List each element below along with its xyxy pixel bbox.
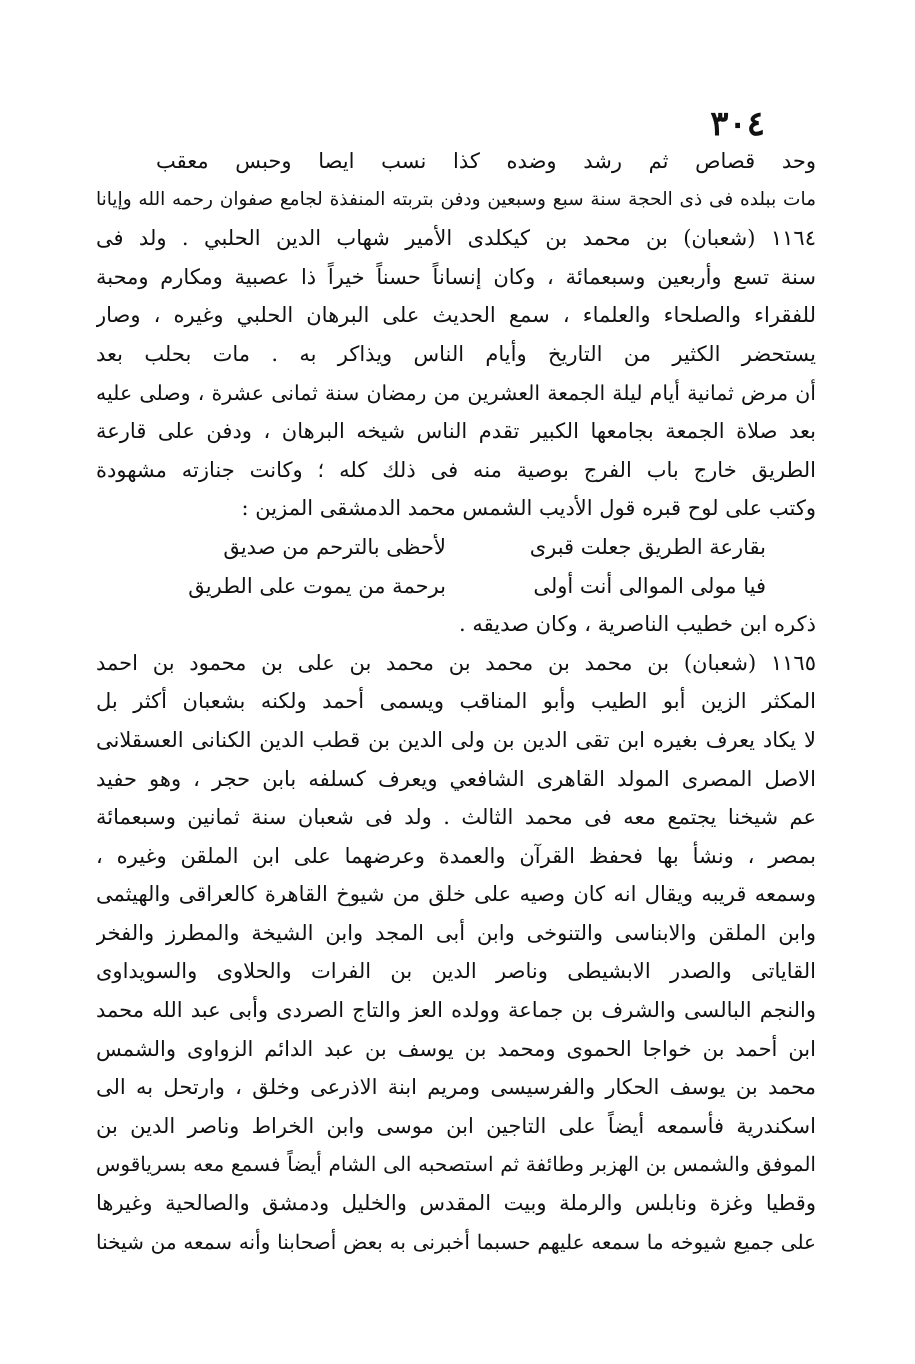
page-number: ٣٠٤ bbox=[710, 104, 765, 144]
text-line: بمصر ، ونشأ بها فحفظ القرآن والعمدة وعرضهما على ابن الملقن وغيره ، bbox=[96, 843, 816, 868]
verse-second-hemistich: لأحظى بالترحم من صديق bbox=[223, 534, 446, 559]
text-line: محمد بن يوسف الحكار والفرسيسى ومريم ابنة الاذرعى وخلق ، وارتحل به الى bbox=[96, 1075, 816, 1100]
text-line: القاياتى والصدر الابشيطى وناصر الدين بن الفرات والحلاوى والسويداوى bbox=[96, 959, 816, 984]
text-line: بعد صلاة الجمعة بجامعها الكبير تقدم الناس شيخه البرهان ، ودفن على قارعة bbox=[96, 419, 816, 444]
text-line: للفقراء والصلحاء والعلماء ، سمع الحديث على البرهان الحلبي وغيره ، وصار bbox=[96, 303, 816, 328]
text-line: ١١٦٤ (شعبان) بن محمد بن كيكلدى الأمير شهاب الدين الحلبي . ولد فى bbox=[96, 226, 816, 251]
text-line: الطريق خارج باب الفرج بوصية منه فى ذلك كله ؛ وكانت جنازته مشهودة bbox=[96, 457, 816, 482]
verse-second-hemistich: برحمة من يموت على الطريق bbox=[188, 573, 446, 598]
text-line: ذكره ابن خطيب الناصرية ، وكان صديقه . bbox=[459, 612, 816, 637]
text-line: يستحضر الكثير من التاريخ وأيام الناس ويذاكر به . مات بحلب بعد bbox=[96, 341, 816, 366]
text-line: وكتب على لوح قبره قول الأديب الشمس محمد الدمشقى المزين : bbox=[241, 496, 816, 521]
text-line: أن مرض ثمانية أيام ليلة الجمعة العشرين من رمضان سنة ثمانى عشرة ، وصلى عليه bbox=[96, 380, 816, 405]
text-line: المكثر الزين أبو الطيب وأبو المناقب ويسمى أحمد ولكنه بشعبان أكثر بل bbox=[96, 689, 816, 714]
text-line: وسمعه قريبه ويقال انه كان وصيه على خلق من شيوخ القاهرة كالعراقى والهيثمى bbox=[96, 882, 816, 907]
body-text bbox=[96, 142, 816, 1261]
text-line: عم شيخنا يجتمع معه فى محمد الثالث . ولد فى شعبان سنة ثمانين وسبعمائة bbox=[96, 805, 816, 830]
text-line: لا يكاد يعرف بغيره ابن تقى الدين بن ولى الدين بن قطب الدين الكنانى العسقلانى bbox=[96, 727, 816, 752]
text-line: على جميع شيوخه ما سمعه عليهم حسبما أخبرنى به بعض أصحابنا وأنه سمعه من شيخنا bbox=[96, 1229, 816, 1254]
text-line: سنة تسع وأربعين وسبعمائة ، وكان إنساناً حسناً خيراً ذا عصبية ومكارم ومحبة bbox=[96, 264, 816, 289]
poem-verse bbox=[96, 528, 816, 567]
text-line: الموفق والشمس بن الهزبر وطائفة ثم استصحبه الى الشام أيضاً فسمع معه بسرياقوس bbox=[96, 1152, 816, 1177]
text-line: وابن الملقن والابناسى والتنوخى وابن أبى المجد وابن الشيخة والمطرز والفخر bbox=[96, 920, 816, 945]
text-line: الاصل المصرى المولد القاهرى الشافعي ويعرف كسلفه بابن حجر ، وهو حفيد bbox=[96, 766, 816, 791]
text-line: وقطيا وغزة ونابلس والرملة وبيت المقدس والخليل ودمشق والصالحية وغيرها bbox=[96, 1191, 816, 1216]
text-line: وحد قصاص ثم رشد وضده كذا نسب ايصا وحبس معقب bbox=[156, 149, 816, 173]
text-line: والنجم البالسى والشرف بن جماعة وولده العز والتاج الصردى وأبى عبد الله محمد bbox=[96, 998, 816, 1023]
poem-verse bbox=[96, 567, 816, 606]
verse-first-hemistich: فيا مولى الموالى أنت أولى bbox=[533, 573, 766, 598]
text-line: ابن أحمد بن خواجا الحموى ومحمد بن يوسف بن عبد الدائم الزواوى والشمس bbox=[96, 1036, 816, 1061]
verse-first-hemistich: بقارعة الطريق جعلت قبرى bbox=[529, 534, 766, 559]
text-line: اسكندرية فأسمعه أيضاً على التاجين ابن موسى وابن الخراط وناصر الدين بن bbox=[96, 1113, 816, 1138]
text-line: ١١٦٥ (شعبان) بن محمد بن محمد بن محمد بن على بن محمود بن احمد bbox=[96, 650, 816, 675]
text-line: مات ببلده فى ذى الحجة سنة سبع وسبعين ودفن بتربته المنفذة لجامع صفوان رحمه الله وإيانا bbox=[96, 188, 816, 210]
